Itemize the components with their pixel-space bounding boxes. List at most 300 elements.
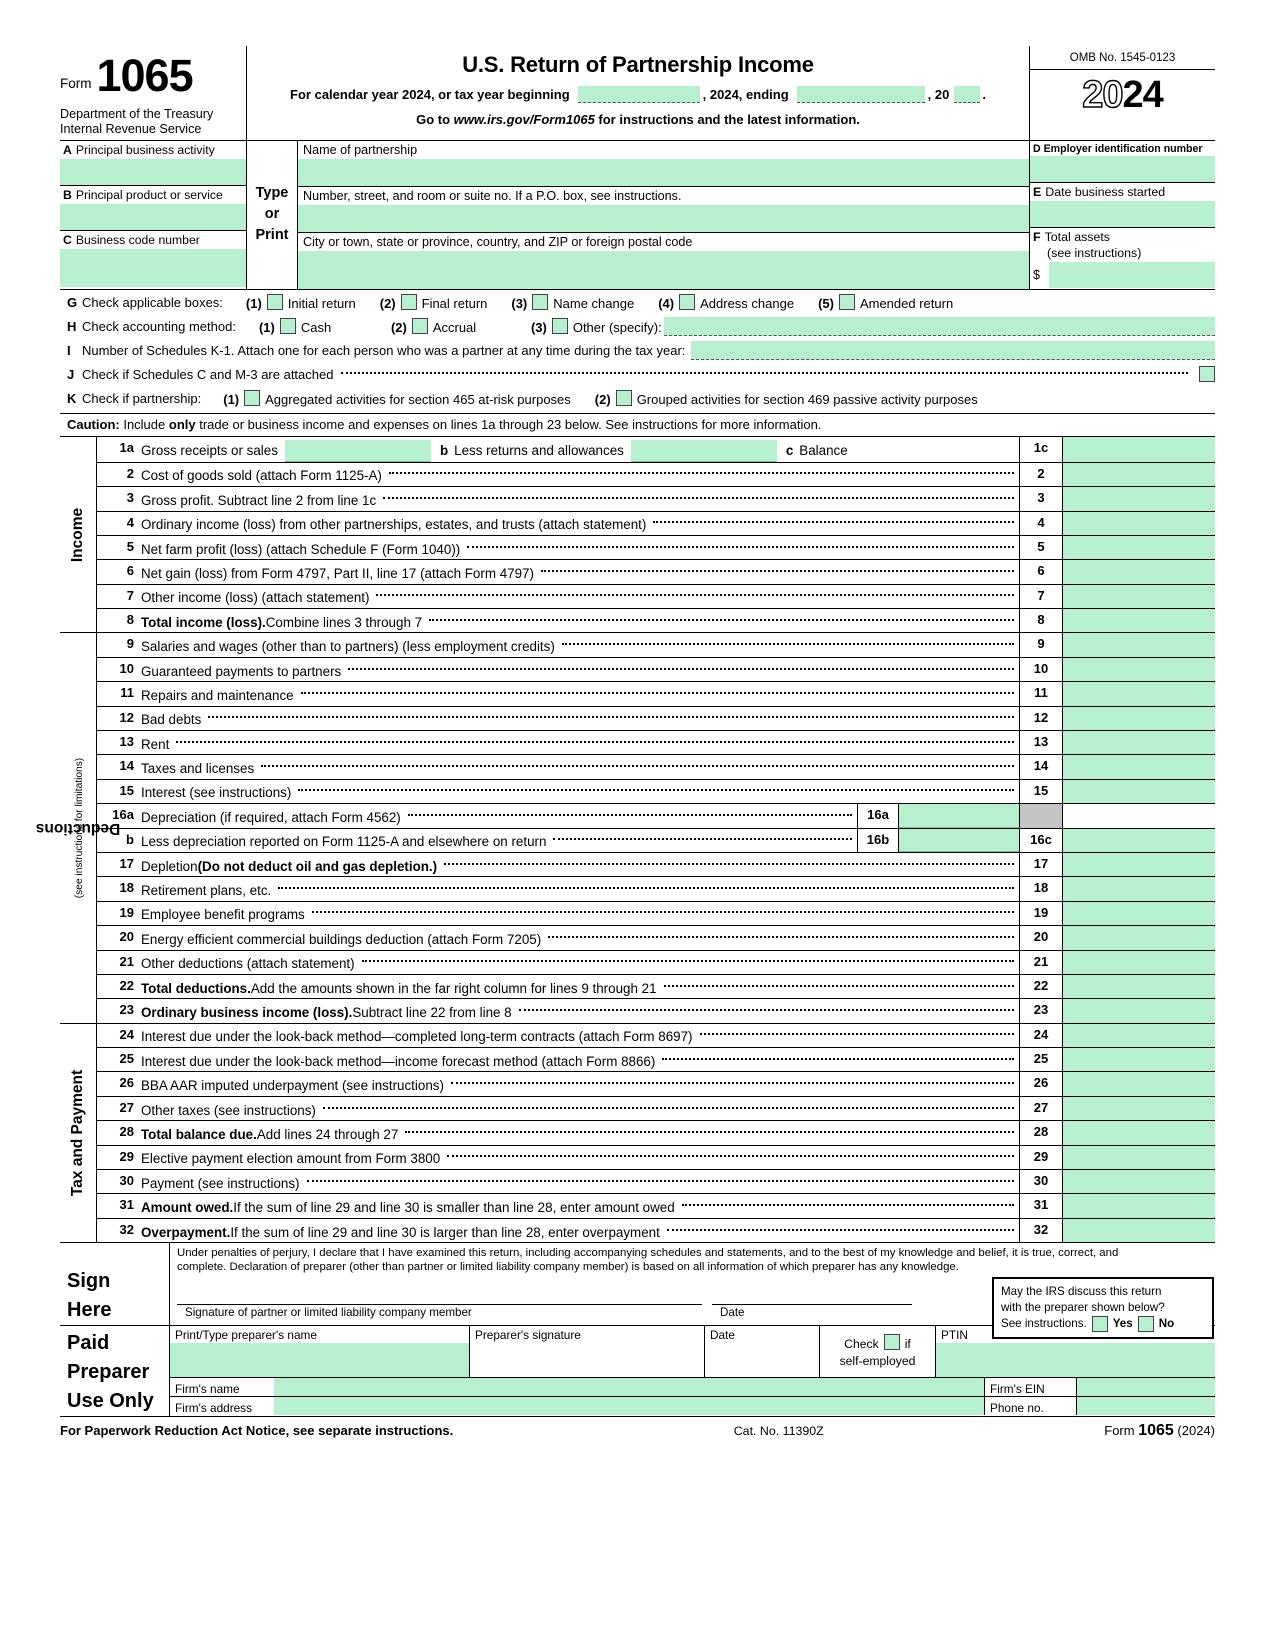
leader-dots-15 — [298, 789, 1014, 791]
form-number: 1065 — [96, 50, 193, 102]
g-item-2-label: Final return — [421, 295, 488, 311]
g-item-3-label: Name change — [553, 295, 635, 311]
line-18-description: Retirement plans, etc. — [141, 883, 272, 899]
line-2-amount-number: 2 — [1019, 463, 1063, 486]
input-principal-product-or-service[interactable] — [60, 204, 246, 230]
row-j-schedules-c-m3 — [60, 363, 1215, 387]
type-or-print-label — [247, 141, 298, 289]
line-32-amount-number: 32 — [1019, 1219, 1063, 1242]
leader-dots-28 — [405, 1131, 1014, 1133]
line-29-row — [97, 1146, 1215, 1170]
irs-url-link[interactable]: www.irs.gov/Form1065 — [453, 112, 595, 127]
line-5-row — [97, 536, 1215, 560]
line-29-number: 29 — [119, 1148, 134, 1164]
label-number-of-schedules-k1: Number of Schedules K-1. Attach one for each person who was a partner at any time during the tax year: — [82, 342, 686, 358]
paid-preparer-body — [170, 1326, 1215, 1416]
line-24-description: Interest due under the look-back method—completed long-term contracts (attach Form 8697) — [141, 1029, 693, 1045]
checkbox-irs-discuss-no[interactable] — [1138, 1316, 1154, 1332]
line-12-amount-number: 12 — [1019, 707, 1063, 730]
row-i-schedules-k1 — [60, 339, 1215, 363]
input-employer-identification-number[interactable] — [1030, 156, 1215, 182]
entity-name-address-column — [298, 141, 1030, 289]
leader-dots-29 — [447, 1155, 1014, 1157]
department-label: Department of the Treasury — [60, 107, 214, 121]
omb-year-block — [1030, 46, 1215, 140]
line-4-row — [97, 512, 1215, 536]
line-12-number: 12 — [119, 709, 134, 725]
k-item-2-label: Grouped activities for section 469 passive activity purposes — [636, 391, 978, 407]
field-principal-business-activity — [60, 141, 246, 186]
line-24-amount-number: 24 — [1019, 1024, 1063, 1047]
label-check-word: Check — [844, 1336, 879, 1351]
input-line-19-amount[interactable] — [1063, 902, 1215, 925]
input-line-31-amount[interactable] — [1063, 1194, 1215, 1217]
leader-dots-32 — [667, 1229, 1014, 1231]
caution-text-2: trade or business income and expenses on lines 1a through 23 below. See instructions for more information. — [195, 416, 822, 432]
line-8-description: Combine lines 3 through 7 — [265, 614, 423, 630]
input-line-8-amount[interactable] — [1063, 609, 1215, 632]
line-18-number: 18 — [119, 880, 134, 896]
line-4-description: Ordinary income (loss) from other partnerships, estates, and trusts (attach statement) — [141, 517, 647, 533]
leader-dots-25 — [662, 1058, 1014, 1060]
input-business-code-number[interactable] — [60, 249, 246, 287]
label-preparer-signature: Preparer's signature — [475, 1328, 581, 1343]
leader-dots-3 — [383, 497, 1014, 499]
tax-year-yy-input[interactable] — [954, 86, 980, 103]
input-line-16b-amount[interactable] — [899, 829, 1019, 852]
field-employer-identification-number — [1030, 141, 1215, 184]
line-9-description: Salaries and wages (other than to partners) (less employment credits) — [141, 639, 555, 655]
line-13-number: 13 — [119, 734, 134, 750]
line-10-row — [97, 658, 1215, 682]
line-15-amount-number: 15 — [1019, 780, 1063, 803]
leader-dots-4 — [653, 521, 1014, 523]
footer-form-number: 1065 — [1138, 1422, 1174, 1440]
leader-dots-16a — [408, 814, 852, 816]
h-item-3-number: (3) — [530, 319, 547, 335]
input-line-7-amount[interactable] — [1063, 585, 1215, 608]
input-line-6-amount[interactable] — [1063, 560, 1215, 583]
input-line-17-amount[interactable] — [1063, 853, 1215, 876]
preparer-label-line-1: Paid — [67, 1332, 110, 1355]
line-23-description: Subtract line 22 from line 8 — [352, 1005, 512, 1020]
input-line-1b-returns-allowances[interactable] — [631, 440, 777, 462]
income-caption-text: Income — [69, 507, 86, 562]
label-date-business-started: Date business started — [1045, 185, 1166, 200]
line-17-description: Depletion — [141, 858, 198, 874]
input-line-4-amount[interactable] — [1063, 512, 1215, 535]
tax-year-end-input[interactable] — [797, 86, 925, 103]
line-23-number: 23 — [119, 1002, 134, 1018]
checkbox-initial-return[interactable] — [267, 294, 283, 310]
line-16a-row — [97, 804, 1215, 828]
line-11-number: 11 — [120, 685, 134, 701]
input-city-state-zip[interactable] — [298, 251, 1029, 289]
label-if-word: if — [904, 1336, 911, 1351]
label-letter-f: F — [1033, 230, 1041, 245]
input-firm-name[interactable] — [274, 1378, 984, 1396]
line-7-row — [97, 585, 1215, 609]
catalog-number: Cat. No. 11390Z — [733, 1424, 824, 1439]
line-3-description: Gross profit. Subtract line 2 from line 1c — [141, 492, 377, 508]
footer-form-year: (2024) — [1173, 1423, 1215, 1439]
line-7-amount-number: 7 — [1019, 585, 1063, 608]
line-19-description: Employee benefit programs — [141, 907, 305, 923]
line-27-number: 27 — [119, 1099, 134, 1115]
input-line-9-amount[interactable] — [1063, 633, 1215, 656]
caution-only-word: only — [168, 416, 196, 432]
label-principal-business-activity: Principal business activity — [75, 142, 215, 157]
line-14-description: Taxes and licenses — [141, 761, 255, 777]
input-line-16c-amount[interactable] — [1063, 829, 1215, 852]
line-26-number: 26 — [119, 1075, 134, 1091]
paperwork-reduction-notice: For Paperwork Reduction Act Notice, see separate instructions. — [60, 1423, 454, 1439]
line-16a-number: 16a — [112, 807, 134, 823]
line-30-amount-number: 30 — [1019, 1170, 1063, 1193]
line-14-number: 14 — [119, 758, 134, 774]
input-firm-ein[interactable] — [1077, 1378, 1215, 1396]
checkbox-irs-discuss-yes[interactable] — [1092, 1316, 1108, 1332]
line-28-description: Add lines 24 through 27 — [256, 1126, 399, 1142]
leader-dots-30 — [307, 1180, 1014, 1182]
leader-dots-16b — [553, 838, 852, 840]
input-line-29-amount[interactable] — [1063, 1146, 1215, 1169]
leader-dots-j — [341, 371, 1188, 374]
line-24-number: 24 — [119, 1026, 134, 1042]
input-total-assets[interactable] — [1049, 262, 1215, 288]
row-h-accounting-method — [60, 315, 1215, 339]
line-26-row — [97, 1072, 1215, 1096]
line-31-row — [97, 1194, 1215, 1218]
line-30-row — [97, 1170, 1215, 1194]
g-item-3-number: (3) — [511, 295, 528, 311]
line-22-amount-number: 22 — [1019, 975, 1063, 998]
input-line-10-amount[interactable] — [1063, 658, 1215, 681]
line-23-row — [97, 999, 1215, 1022]
line-10-description: Guaranteed payments to partners — [141, 663, 342, 679]
g-item-2-number: (2) — [379, 295, 396, 311]
label-check-accounting-method: Check accounting method: — [82, 318, 236, 334]
field-date-business-started — [1030, 183, 1215, 228]
input-line-20-amount[interactable] — [1063, 926, 1215, 949]
line-1a-description: Gross receipts or sales — [141, 443, 278, 459]
input-line-5-amount[interactable] — [1063, 536, 1215, 559]
input-line-3-amount[interactable] — [1063, 487, 1215, 510]
line-20-row — [97, 926, 1215, 950]
leader-dots-13 — [176, 741, 1014, 743]
sign-here-label — [60, 1243, 170, 1325]
line-4-number: 4 — [126, 514, 134, 530]
label-preparer-name: Print/Type preparer's name — [175, 1328, 317, 1343]
input-principal-business-activity[interactable] — [60, 159, 246, 185]
input-line-32-amount[interactable] — [1063, 1219, 1215, 1242]
line-32-number: 32 — [119, 1221, 134, 1237]
entity-def-column — [1030, 141, 1215, 289]
input-line-26-amount[interactable] — [1063, 1072, 1215, 1095]
field-preparer-name — [170, 1326, 470, 1377]
input-line-21-amount[interactable] — [1063, 951, 1215, 974]
leader-dots-9 — [562, 643, 1014, 645]
label-street-address: Number, street, and room or suite no. If a P.O. box, see instructions. — [303, 188, 682, 203]
tax-year-begin-input[interactable] — [578, 86, 700, 103]
checkbox-final-return[interactable] — [401, 294, 417, 310]
line-16a-sub-number: 16a — [857, 804, 899, 827]
line-20-amount-number: 20 — [1019, 926, 1063, 949]
h-item-3-label: Other (specify): — [572, 319, 662, 335]
checkbox-section — [60, 290, 1215, 414]
line-28-description-bold: Total balance due. — [141, 1126, 257, 1142]
input-line-22-amount[interactable] — [1063, 975, 1215, 998]
label-employer-identification-number: Employer identification number — [1043, 142, 1203, 155]
line-16b-number: b — [126, 831, 134, 847]
line-16a-blank-cell — [1063, 804, 1215, 827]
irs-discuss-line-2: with the preparer shown below? — [1001, 1300, 1165, 1314]
line-20-number: 20 — [119, 929, 134, 945]
input-line-12-amount[interactable] — [1063, 707, 1215, 730]
line-8-description-bold: Total income (loss). — [141, 614, 266, 630]
field-self-employed-check — [820, 1326, 936, 1377]
type-or-print-line-3: Print — [255, 227, 289, 244]
partner-signature-field[interactable] — [177, 1304, 702, 1319]
line-31-amount-number: 31 — [1019, 1194, 1063, 1217]
caution-note — [60, 414, 1215, 437]
input-partnership-name[interactable] — [298, 159, 1029, 186]
label-principal-product-or-service: Principal product or service — [75, 187, 223, 202]
g-item-5-label: Amended return — [859, 295, 954, 311]
input-preparer-name[interactable] — [170, 1343, 469, 1377]
line-27-amount-number: 27 — [1019, 1097, 1063, 1120]
leader-dots-27 — [323, 1107, 1014, 1109]
tax-caption-text: Tax and Payment — [69, 1069, 86, 1197]
line-25-amount-number: 25 — [1019, 1048, 1063, 1071]
line-11-row — [97, 682, 1215, 706]
type-or-print-line-1: Type — [255, 185, 289, 202]
input-number-of-schedules-k1[interactable] — [691, 341, 1215, 360]
k-item-2-number: (2) — [594, 391, 611, 407]
checkbox-schedules-c-m3-attached[interactable] — [1199, 366, 1215, 382]
line-9-number: 9 — [126, 636, 134, 652]
input-preparer-signature[interactable] — [470, 1343, 704, 1377]
row-g-applicable-boxes — [60, 290, 1215, 315]
line-1a-number: 1a — [119, 439, 134, 455]
line-16a-description: Depreciation (if required, attach Form 4562) — [141, 809, 401, 825]
input-line-27-amount[interactable] — [1063, 1097, 1215, 1120]
perjury-statement: Under penalties of perjury, I declare that I have examined this return, including accompanying schedules and statements, and to the best of my knowledge and belief, it is true, correct, and complete. Declaration of preparer (other than partner or limited liability company member) is based on all information of which preparer has any knowledge. — [177, 1247, 1119, 1274]
input-line-23-amount[interactable] — [1063, 999, 1215, 1022]
input-line-1a-gross-receipts[interactable] — [285, 440, 431, 462]
line-32-description: If the sum of line 29 and line 30 is larger than line 28, enter overpayment — [230, 1224, 660, 1240]
line-6-description: Net gain (loss) from Form 4797, Part II, line 17 (attach Form 4797) — [141, 565, 534, 581]
page-title: U.S. Return of Partnership Income — [462, 52, 814, 77]
input-line-14-amount[interactable] — [1063, 755, 1215, 778]
input-other-method-specify[interactable] — [664, 317, 1215, 336]
footer-form-identifier — [1104, 1422, 1215, 1440]
label-check-if-partnership: Check if partnership: — [82, 390, 202, 406]
leader-dots-18 — [278, 887, 1014, 889]
line-22-number: 22 — [119, 977, 134, 993]
irs-discuss-yes-label: Yes — [1112, 1316, 1133, 1330]
k-item-1-label: Aggregated activities for section 465 at-risk purposes — [265, 391, 571, 407]
tax-and-payment-section — [60, 1024, 1215, 1244]
checkbox-aggregated-activities-465[interactable] — [244, 390, 260, 406]
checkbox-name-change[interactable] — [532, 294, 548, 310]
input-line-16a-amount[interactable] — [899, 804, 1019, 827]
line-25-row — [97, 1048, 1215, 1072]
label-letter-d: D — [1033, 142, 1041, 155]
line-5-number: 5 — [126, 538, 134, 554]
line-18-amount-number: 18 — [1019, 877, 1063, 900]
leader-dots-20 — [548, 936, 1014, 938]
h-item-1-label: Cash — [300, 319, 332, 335]
line-15-description: Interest (see instructions) — [141, 785, 292, 801]
tax-year-prefix-label: For calendar year 2024, or tax year beginning — [290, 87, 570, 102]
leader-dots-6 — [541, 570, 1014, 572]
line-9-row — [97, 633, 1215, 657]
line-2-number: 2 — [126, 465, 134, 481]
input-line-18-amount[interactable] — [1063, 877, 1215, 900]
year-suffix-digits: 24 — [1122, 74, 1163, 116]
goto-instructions-line — [255, 112, 1021, 127]
input-street-address[interactable] — [298, 205, 1029, 232]
tax-year-period: . — [982, 87, 986, 102]
line-25-number: 25 — [119, 1051, 134, 1067]
line-1a-row — [97, 437, 1215, 463]
checkbox-accrual-method[interactable] — [412, 318, 428, 334]
g-item-4-label: Address change — [700, 295, 795, 311]
line-21-amount-number: 21 — [1019, 951, 1063, 974]
line-16b-sub-number: 16b — [857, 829, 899, 852]
irs-discuss-line-3: See instructions. — [1001, 1316, 1087, 1330]
line-17-row — [97, 853, 1215, 877]
line-28-row — [97, 1121, 1215, 1145]
line-13-amount-number: 13 — [1019, 731, 1063, 754]
line-1c-description: Balance — [799, 443, 848, 459]
checkbox-amended-return[interactable] — [839, 294, 855, 310]
line-10-number: 10 — [119, 660, 134, 676]
line-8-row — [97, 609, 1215, 632]
input-firm-address[interactable] — [274, 1397, 984, 1415]
checkbox-other-method[interactable] — [552, 318, 568, 334]
form-header — [60, 46, 1215, 141]
label-business-code-number: Business code number — [75, 232, 200, 247]
line-23-amount-number: 23 — [1019, 999, 1063, 1022]
field-principal-product-or-service — [60, 186, 246, 231]
label-total-assets: Total assets — [1044, 230, 1111, 245]
line-19-amount-number: 19 — [1019, 902, 1063, 925]
year-prefix-digits: 20 — [1082, 74, 1123, 116]
line-13-row — [97, 731, 1215, 755]
line-16a-shaded-cell — [1019, 804, 1063, 827]
tax-year-end-label: , 20 — [927, 87, 950, 102]
preparer-firm-address-row — [170, 1397, 1215, 1415]
line-20-description: Energy efficient commercial buildings deduction (attach Form 7205) — [141, 931, 542, 947]
line-4-amount-number: 4 — [1019, 512, 1063, 535]
leader-dots-12 — [208, 716, 1014, 718]
line-12-row — [97, 707, 1215, 731]
line-8-amount-number: 8 — [1019, 609, 1063, 632]
label-ptin: PTIN — [941, 1328, 968, 1343]
checkbox-address-change[interactable] — [679, 294, 695, 310]
input-line-1c-amount[interactable] — [1063, 437, 1215, 462]
input-line-28-amount[interactable] — [1063, 1121, 1215, 1144]
line-8-number: 8 — [126, 612, 134, 628]
signature-date-caption: Date — [720, 1305, 745, 1319]
line-29-amount-number: 29 — [1019, 1146, 1063, 1169]
input-line-11-amount[interactable] — [1063, 682, 1215, 705]
input-line-30-amount[interactable] — [1063, 1170, 1215, 1193]
label-letter-j: J — [67, 366, 75, 382]
checkbox-grouped-activities-469[interactable] — [616, 390, 632, 406]
line-28-amount-number: 28 — [1019, 1121, 1063, 1144]
line-2-row — [97, 463, 1215, 487]
input-line-2-amount[interactable] — [1063, 463, 1215, 486]
checkbox-self-employed[interactable] — [884, 1334, 900, 1350]
line-3-row — [97, 487, 1215, 511]
input-line-15-amount[interactable] — [1063, 780, 1215, 803]
line-21-number: 21 — [119, 953, 134, 969]
g-item-5-number: (5) — [818, 295, 834, 311]
h-item-1-number: (1) — [258, 319, 275, 335]
line-32-description-bold: Overpayment. — [141, 1224, 231, 1240]
line-19-number: 19 — [119, 904, 134, 920]
checkbox-cash-method[interactable] — [280, 318, 296, 334]
g-item-4-number: (4) — [658, 295, 675, 311]
form-identity-block — [60, 46, 246, 140]
field-city-state-zip — [298, 233, 1029, 289]
input-line-24-amount[interactable] — [1063, 1024, 1215, 1047]
label-partnership-name: Name of partnership — [303, 142, 418, 157]
leader-dots-8 — [429, 619, 1014, 621]
input-line-25-amount[interactable] — [1063, 1048, 1215, 1071]
caution-bold-label: Caution: — [67, 416, 120, 432]
label-check-schedules-c-m3: Check if Schedules C and M-3 are attached — [82, 366, 334, 382]
field-business-code-number — [60, 231, 246, 287]
label-phone-no: Phone no. — [985, 1397, 1077, 1415]
line-2-description: Cost of goods sold (attach Form 1125-A) — [141, 468, 382, 484]
label-letter-h: H — [67, 318, 77, 334]
sign-here-body — [170, 1243, 1215, 1330]
line-21-description: Other deductions (attach statement) — [141, 956, 355, 972]
preparer-firm-name-row — [170, 1378, 1215, 1397]
field-preparer-date — [705, 1326, 820, 1377]
input-ptin[interactable] — [936, 1343, 1215, 1377]
line-17-number: 17 — [119, 855, 134, 871]
line-26-amount-number: 26 — [1019, 1072, 1063, 1095]
form-title-block — [246, 46, 1030, 140]
input-preparer-date[interactable] — [705, 1343, 819, 1377]
line-17-description-bold: (Do not deduct oil and gas depletion.) — [197, 858, 438, 874]
signature-date-field[interactable] — [712, 1304, 912, 1319]
g-item-1-label: Initial return — [287, 295, 356, 311]
line-31-description-bold: Amount owed. — [141, 1200, 234, 1216]
input-line-13-amount[interactable] — [1063, 731, 1215, 754]
line-14-amount-number: 14 — [1019, 755, 1063, 778]
line-15-number: 15 — [119, 782, 134, 798]
income-lines — [97, 437, 1215, 633]
deductions-caption-sub: (see instructions for limitations) — [74, 757, 85, 899]
preparer-label-line-2: Preparer — [67, 1361, 150, 1384]
partner-signature-caption: Signature of partner or limited liability company member — [185, 1305, 472, 1319]
field-firm-name — [170, 1378, 985, 1396]
line-17-amount-number: 17 — [1019, 853, 1063, 876]
goto-prefix: Go to — [416, 112, 454, 127]
h-item-2-label: Accrual — [432, 319, 477, 335]
line-23-description-bold: Ordinary business income (loss). — [141, 1005, 353, 1020]
input-date-business-started[interactable] — [1030, 201, 1215, 227]
input-phone-no[interactable] — [1077, 1397, 1215, 1415]
line-19-row — [97, 902, 1215, 926]
line-16b-description: Less depreciation reported on Form 1125-A and elsewhere on return — [141, 834, 547, 850]
